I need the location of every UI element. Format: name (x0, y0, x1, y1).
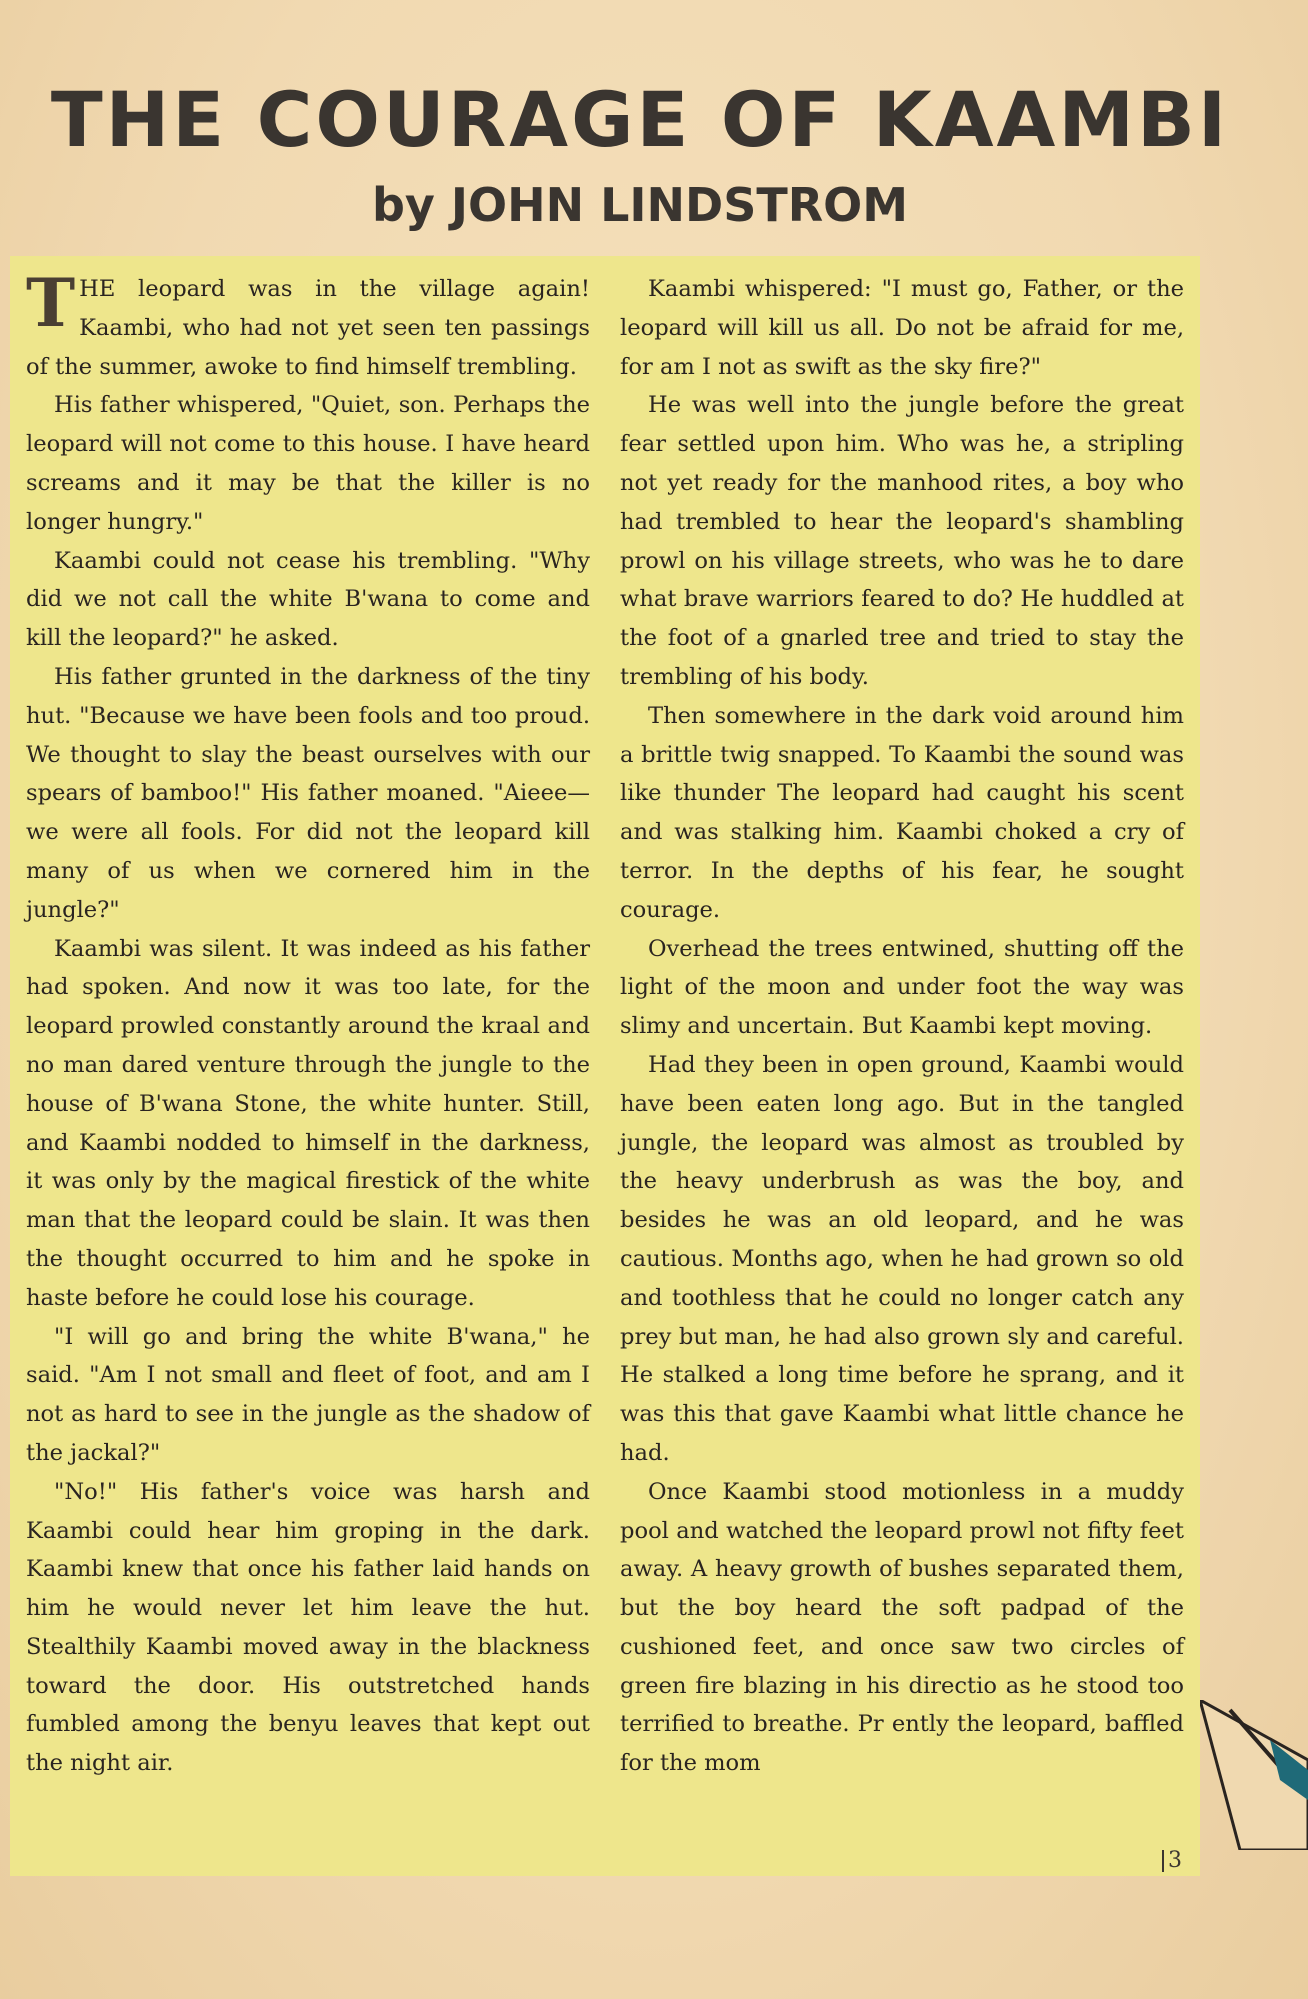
story-title: THE COURAGE OF KAAMBI (50, 75, 1230, 164)
drop-cap: T (26, 264, 76, 342)
page-number: 3 (1162, 1850, 1182, 1872)
paragraph: Overhead the trees entwined, shutting off the light of the moon and under foot the way was slimy and uncertain. But Kaambi kept moving. (620, 935, 1184, 1040)
page-corner-illustration (1200, 1700, 1308, 1850)
paragraph (26, 264, 590, 386)
byline-prefix: by (371, 178, 435, 232)
paragraph: Kaambi could not cease his trembling. "Why did we not call the white B'wana to come and kill the leopard?" he asked. (26, 547, 590, 652)
byline (40, 178, 1240, 232)
paragraph: Once Kaambi stood motionless in a muddy pool and watched the leopard prowl not fifty feet away. A heavy growth of bushes separated them, but the boy heard the soft padpad of the cushioned feet, and once saw two circles of green fire blazing in his directio as he stood too terrified to breathe. Pr ently the leopard, baffled for the mom (620, 1478, 1184, 1777)
paragraph: "No!" His father's voice was harsh and Kaambi could hear him groping in the dark. Kaambi knew that once his father laid hands on him he would never let him leave the hut. Stealthily Kaambi moved away in the blackness toward the door. His outstretched hands fumbled among the benyu leaves that kept out the night air. (26, 1478, 590, 1777)
paragraph: Kaambi was silent. It was indeed as his father had spoken. And now it was too late, for the leopard prowled constantly around the kraal and no man dared venture through the jungle to the house of B'wana Stone, the white hunter. Still, and Kaambi nodded to himself in the darkness, it was only by the magical firestick of the white man that the leopard could be slain. It was then the thought occurred to him and he spoke in haste before he could lose his courage. (26, 935, 590, 1311)
paragraph: Then somewhere in the dark void around him a brittle twig snapped. To Kaambi the sound was like thunder The leopard had caught his scent and was stalking him. Kaambi choked a cry of terror. In the depths of his fear, he sought courage. (620, 702, 1184, 923)
paragraph-text: HE leopard was in the village again! Kaambi, who had not yet seen ten passings of the summer, awoke to find himself trembling. (26, 276, 590, 380)
text-column-right (604, 256, 1200, 1876)
paragraph: His father whispered, "Quiet, son. Perhaps the leopard will not come to this house. I have heard screams and it may be that the killer is no longer hungry." (26, 392, 590, 535)
text-column-left (10, 256, 606, 1876)
paragraph: "I will go and bring the white B'wana," he said. "Am I not small and fleet of foot, and am I not as hard to see in the jungle as the shadow of the jackal?" (26, 1323, 590, 1466)
paragraph: He was well into the jungle before the great fear settled upon him. Who was he, a stripling not yet ready for the manhood rites, a boy who had trembled to hear the leopard's shambling prowl on his village streets, who was he to dare what brave warriors feared to do? He huddled at the foot of a gnarled tree and tried to stay the trembling of his body. (620, 392, 1184, 690)
byline-author: JOHN LINDSTROM (450, 178, 909, 232)
paragraph: Kaambi whispered: "I must go, Father, or the leopard will kill us all. Do not be afraid for me, for am I not as swift as the sky fire?" (620, 276, 1184, 380)
paragraph: Had they been in open ground, Kaambi would have been eaten long ago. But in the tangled jungle, the leopard was almost as troubled by the heavy underbrush as was the boy, and besides he was an old leopard, and he was cautious. Months ago, when he had grown so old and toothless that he could no longer catch any prey but man, he had also grown sly and careful. He stalked a long time before he sprang, and it was this that gave Kaambi what little chance he had. (620, 1051, 1184, 1466)
paragraph: His father grunted in the darkness of the tiny hut. "Because we have been fools and too proud. We thought to slay the beast ourselves with our spears of bamboo!" His father moaned. "Aieee—we were all fools. For did not the leopard kill many of us when we cornered him in the jungle?" (26, 663, 590, 923)
